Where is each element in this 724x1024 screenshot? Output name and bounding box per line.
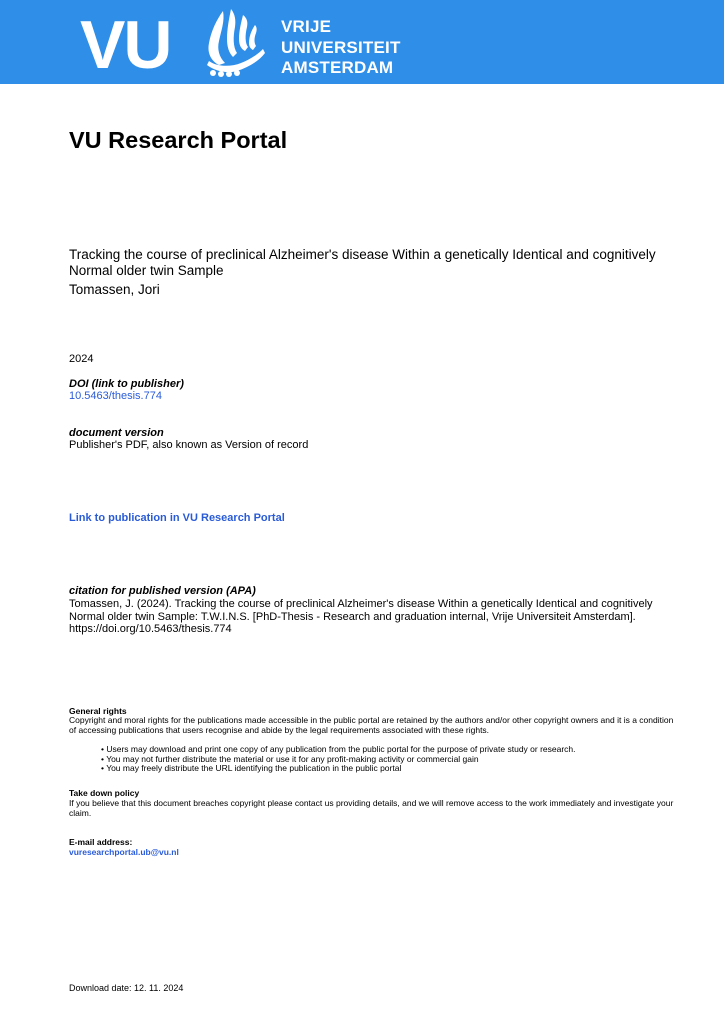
citation-text: Tomassen, J. (2024). Tracking the course of preclinical Alzheimer's disease Within a genetically Identical and cognitively Normal older twin Sample: T.W.I.N.S. [PhD-Thesis - Research and graduation internal, Vrije Universiteit Amsterdam]. https://doi.org/10.5463/thesis.774	[69, 598, 653, 635]
portal-title: VU Research Portal	[69, 127, 288, 153]
griffin-logo-icon	[193, 5, 273, 79]
rights-bullet-list	[101, 745, 576, 774]
email-link[interactable]: vuresearchportal.ub@vu.nl	[69, 847, 179, 857]
doi-label: DOI (link to publisher)	[69, 378, 184, 390]
publication-title: Tracking the course of preclinical Alzheimer's disease Within a genetically Identical and cognitively Normal older twin Sample	[69, 247, 656, 278]
rights-bullet: • You may freely distribute the URL identifying the publication in the public portal	[101, 764, 576, 774]
citation-label: citation for published version (APA)	[69, 585, 256, 597]
logo-line-universiteit: UNIVERSITEIT	[281, 37, 401, 57]
header-banner	[0, 0, 724, 84]
vu-logo-letters: VU	[80, 7, 171, 83]
publication-author: Tomassen, Jori	[69, 282, 160, 297]
logo-line-vrije: VRIJE	[281, 17, 332, 36]
take-down-heading: Take down policy	[69, 788, 140, 798]
document-version-label: document version	[69, 427, 164, 439]
doi-link[interactable]: 10.5463/thesis.774	[69, 390, 162, 402]
portal-publication-link[interactable]: Link to publication in VU Research Portal	[69, 512, 285, 524]
university-name	[281, 17, 401, 79]
publication-year: 2024	[69, 353, 94, 365]
email-heading: E-mail address:	[69, 837, 133, 847]
download-date: Download date: 12. 11. 2024	[69, 983, 184, 993]
document-version-value: Publisher's PDF, also known as Version of record	[69, 439, 309, 451]
general-rights-text: Copyright and moral rights for the publications made accessible in the public portal are retained by the authors and/or other copyright owners and it is a condition of accessing publications that users recognise and abide by the legal requirements associated with these rights.	[69, 715, 674, 735]
general-rights-heading: General rights	[69, 706, 127, 716]
rights-bullet: • You may not further distribute the material or use it for any profit-making activity or commercial gain	[101, 755, 576, 765]
rights-bullet: • Users may download and print one copy of any publication from the public portal for the purpose of private study or research.	[101, 745, 576, 755]
take-down-text: If you believe that this document breaches copyright please contact us providing details, and we will remove access to the work immediately and investigate your claim.	[69, 798, 674, 818]
logo-line-amsterdam: AMSTERDAM	[281, 58, 394, 77]
